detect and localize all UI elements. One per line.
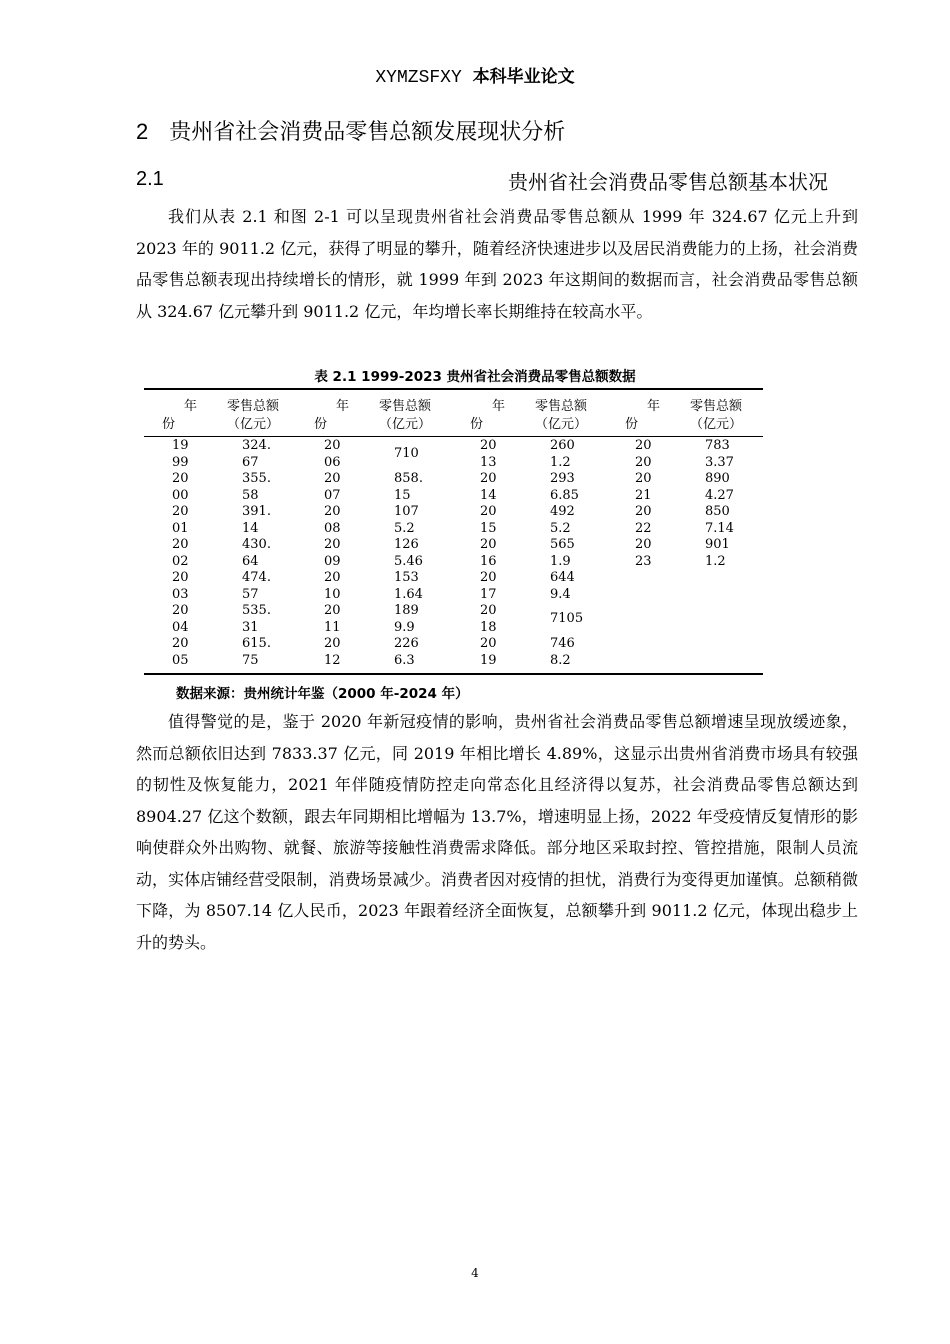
table-row bbox=[144, 570, 299, 603]
cell-value: 2601.2 bbox=[550, 438, 575, 470]
table-row bbox=[144, 471, 299, 504]
table-row bbox=[452, 471, 607, 504]
cell-value: 8904.27 bbox=[705, 471, 734, 503]
table-row bbox=[144, 504, 299, 537]
header-value-line2: （亿元） bbox=[534, 417, 587, 432]
cell-year: 2015 bbox=[480, 504, 497, 536]
cell-year: 1999 bbox=[172, 438, 189, 470]
cell-year: 2011 bbox=[324, 603, 341, 635]
cell-year: 2006 bbox=[324, 438, 341, 470]
header-title: 本科毕业论文 bbox=[472, 67, 575, 87]
cell-value: 2266.3 bbox=[394, 636, 419, 668]
table-row bbox=[296, 603, 451, 636]
cell-year: 2010 bbox=[324, 570, 341, 602]
subsection-heading bbox=[136, 166, 828, 194]
cell-value: 4925.2 bbox=[550, 504, 575, 536]
cell-value: 615.75 bbox=[242, 636, 271, 668]
section-number: 2 bbox=[136, 119, 149, 144]
header-value bbox=[530, 398, 592, 434]
cell-value: 9011.2 bbox=[705, 537, 730, 569]
cell-value: 858.15 bbox=[394, 471, 423, 503]
table-column-group bbox=[607, 390, 762, 673]
cell-year: 2012 bbox=[324, 636, 341, 668]
cell-value: 474.57 bbox=[242, 570, 271, 602]
table-row bbox=[296, 570, 451, 603]
cell-value: 430.64 bbox=[242, 537, 271, 569]
table-source-note: 数据来源：贵州统计年鉴（2000 年-2024 年） bbox=[176, 686, 469, 702]
cell-value: 7468.2 bbox=[550, 636, 575, 668]
retail-sales-table bbox=[144, 388, 763, 675]
cell-year: 2002 bbox=[172, 537, 189, 569]
table-row bbox=[452, 438, 607, 471]
header-year bbox=[470, 398, 510, 434]
header-value-line2: （亿元） bbox=[689, 417, 742, 432]
table-row bbox=[452, 504, 607, 537]
cell-year: 2008 bbox=[324, 504, 341, 536]
cell-year: 2020 bbox=[635, 438, 652, 470]
subsection-title: 贵州省社会消费品零售总额基本状况 bbox=[508, 170, 828, 194]
header-year-line2: 份 bbox=[314, 417, 328, 432]
body-paragraph-1: 我们从表 2.1 和图 2-1 可以呈现贵州省社会消费品零售总额从 1999 年 324.67 亿元上升到 2023 年的 9011.2 亿元，获得了明显的攀升，随着经济快速进步以及居民消费能力的上扬，社会消费品零售总额表现出持续增长的情形，就 1999 年到 2023 年这期间的数据而言，社会消费品零售总额从 324.67 亿元攀升到 9011.2 亿元，年均增长率长期维持在较高水平。 bbox=[136, 207, 858, 321]
table-column-group bbox=[452, 390, 607, 673]
cell-year: 2003 bbox=[172, 570, 189, 602]
table-row bbox=[607, 504, 762, 537]
table-row bbox=[296, 636, 451, 669]
table-row bbox=[296, 471, 451, 504]
table-column-group bbox=[296, 390, 451, 673]
cell-year: 2018 bbox=[480, 603, 497, 635]
cell-year: 2023 bbox=[635, 537, 652, 569]
section-heading bbox=[136, 115, 565, 146]
cell-value: 535.31 bbox=[242, 603, 271, 635]
table-row bbox=[607, 471, 762, 504]
cell-value: 1899.9 bbox=[394, 603, 419, 635]
header-value bbox=[685, 398, 747, 434]
header-year-line2: 份 bbox=[162, 417, 176, 432]
cell-year: 2013 bbox=[480, 438, 497, 470]
header-value-line2: （亿元） bbox=[226, 417, 279, 432]
cell-year: 2009 bbox=[324, 537, 341, 569]
table-caption: 表 2.1 1999-2023 贵州省社会消费品零售总额数据 bbox=[314, 369, 636, 385]
header-code: XYMZSFXY bbox=[375, 68, 462, 88]
table-row bbox=[296, 537, 451, 570]
header-year-line1: 年 bbox=[336, 399, 350, 414]
header-value-line1: 零售总额 bbox=[689, 399, 742, 414]
table-row bbox=[144, 537, 299, 570]
table-row bbox=[144, 636, 299, 669]
cell-value: 1531.64 bbox=[394, 570, 423, 602]
header-year-line1: 年 bbox=[647, 399, 661, 414]
page-number: 4 bbox=[471, 1266, 479, 1280]
table-row bbox=[452, 603, 607, 636]
cell-value: 2936.85 bbox=[550, 471, 579, 503]
cell-value: 5651.9 bbox=[550, 537, 575, 569]
subsection-number: 2.1 bbox=[136, 168, 164, 190]
cell-value: 324.67 bbox=[242, 438, 271, 470]
cell-value: 6449.4 bbox=[550, 570, 575, 602]
header-year bbox=[625, 398, 665, 434]
table-row bbox=[144, 603, 299, 636]
section-title: 贵州省社会消费品零售总额发展现状分析 bbox=[169, 120, 566, 145]
cell-year: 2021 bbox=[635, 471, 652, 503]
header-value-line2: （亿元） bbox=[378, 417, 431, 432]
header-year-line2: 份 bbox=[470, 417, 484, 432]
cell-value: 7105 bbox=[550, 611, 584, 626]
table-row bbox=[144, 438, 299, 471]
body-paragraph-2: 值得警觉的是，鉴于 2020 年新冠疫情的影响，贵州省社会消费品零售总额增速呈现放缓迹象，然而总额依旧达到 7833.37 亿元，同 2019 年相比增长 4.89%，这显示出贵州省消费市场具有较强的韧性及恢复能力，2021 年伴随疫情防控走向常态化且经济得以复苏，社会消费品零售总额达到 8904.27 亿这个数额，跟去年同期相比增幅为 13.7%，增速明显上扬，2022 年受疫情反复情形的影响使群众外出购物、就餐、旅游等接触性消费需求降低。部分地区采取封控、管控措施，限制人员流动，实体店铺经营受限制，消费场景减少。消费者因对疫情的担忧，消费行为变得更加谨慎。总额稍微下降，为 8507.14 亿人民币，2023 年跟着经济全面恢复，总额攀升到 9011.2 亿元，体现出稳步上升的势头。 bbox=[136, 712, 858, 952]
table-row bbox=[452, 537, 607, 570]
cell-year: 2016 bbox=[480, 537, 497, 569]
table-row bbox=[296, 504, 451, 537]
table-column-group bbox=[144, 390, 299, 673]
table-row bbox=[607, 438, 762, 471]
cell-year: 2004 bbox=[172, 603, 189, 635]
cell-year: 2022 bbox=[635, 504, 652, 536]
header-value bbox=[222, 398, 284, 434]
cell-year: 2005 bbox=[172, 636, 189, 668]
cell-year: 2000 bbox=[172, 471, 189, 503]
running-header bbox=[0, 62, 950, 88]
header-year-line1: 年 bbox=[184, 399, 198, 414]
cell-year: 2014 bbox=[480, 471, 497, 503]
cell-year: 2017 bbox=[480, 570, 497, 602]
header-value-line1: 零售总额 bbox=[378, 399, 431, 414]
header-value-line1: 零售总额 bbox=[534, 399, 587, 414]
header-year-line2: 份 bbox=[625, 417, 639, 432]
table-row bbox=[607, 537, 762, 570]
table-row bbox=[452, 570, 607, 603]
cell-value: 391.14 bbox=[242, 504, 271, 536]
table-row bbox=[452, 636, 607, 669]
cell-year: 2007 bbox=[324, 471, 341, 503]
cell-value: 8507.14 bbox=[705, 504, 734, 536]
header-value-line1: 零售总额 bbox=[226, 399, 279, 414]
cell-value: 1265.46 bbox=[394, 537, 423, 569]
table-row bbox=[296, 438, 451, 471]
cell-year: 2019 bbox=[480, 636, 497, 668]
cell-value: 7833.37 bbox=[705, 438, 734, 470]
header-value bbox=[374, 398, 436, 434]
cell-value: 355.58 bbox=[242, 471, 271, 503]
header-year bbox=[162, 398, 202, 434]
header-year-line1: 年 bbox=[492, 399, 506, 414]
cell-value: 1075.2 bbox=[394, 504, 419, 536]
cell-year: 2001 bbox=[172, 504, 189, 536]
cell-value: 710 bbox=[394, 446, 419, 461]
header-year bbox=[314, 398, 354, 434]
